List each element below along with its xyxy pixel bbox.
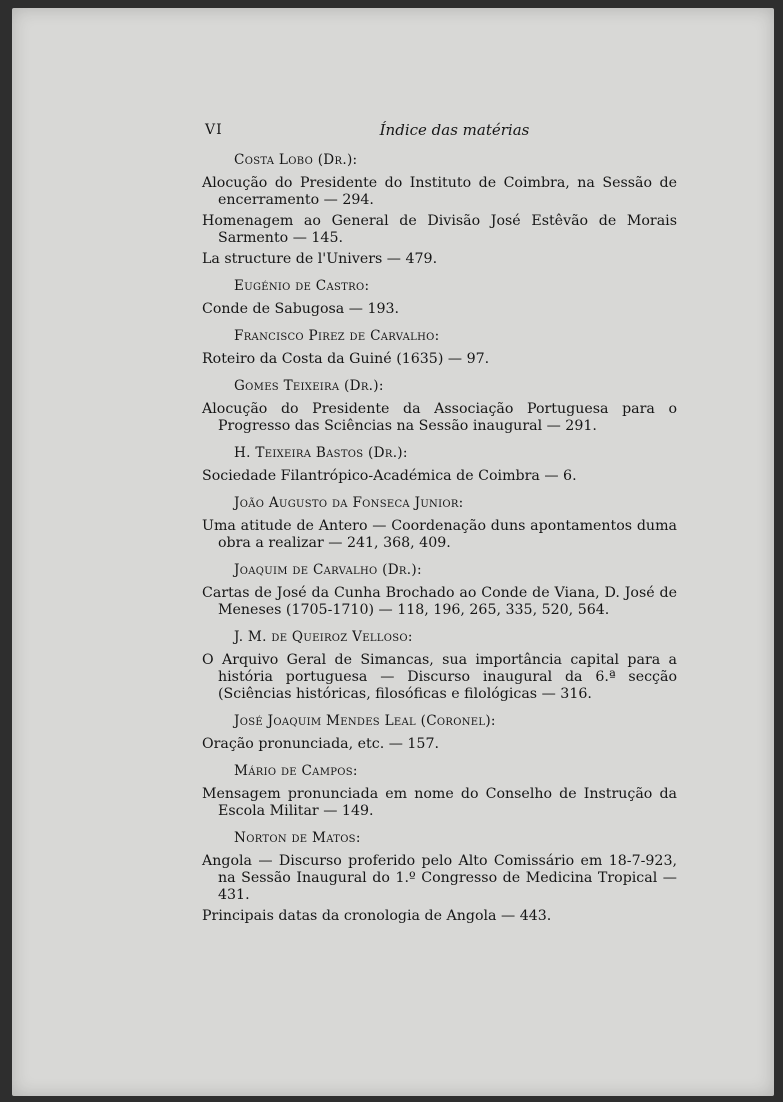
author-index-list (202, 152, 677, 925)
index-entry: Cartas de José da Cunha Brochado ao Conde de Viana, D. José de Meneses (1705-1710) — 118, 196, 265, 335, 520, 564. (202, 585, 677, 618)
book-page (12, 8, 774, 1096)
author-entries (202, 652, 677, 703)
author-heading: H. Teixeira Bastos (Dr.): (234, 445, 408, 461)
index-entry: Alocução do Presidente da Associação Portuguesa para o Progresso das Sciências na Sessão inaugural — 291. (202, 401, 677, 434)
author-heading: Norton de Matos: (234, 830, 361, 846)
author-heading: Gomes Teixeira (Dr.): (234, 378, 384, 394)
index-entry: Sociedade Filantrópico-Académica de Coimbra — 6. (202, 468, 577, 484)
index-entry: Oração pronunciada, etc. — 157. (202, 736, 439, 752)
author-entries (202, 786, 677, 820)
author-heading: Eugénio de Castro: (234, 278, 370, 294)
author-heading: J. M. de Queiroz Velloso: (234, 629, 413, 645)
author-heading: Joaquim de Carvalho (Dr.): (234, 562, 422, 578)
running-title: Índice das matérias (379, 121, 530, 139)
author-entries (202, 468, 677, 485)
author-entries (202, 351, 677, 368)
index-entry: Alocução do Presidente do Instituto de Coimbra, na Sessão de encerramento — 294. (202, 175, 677, 208)
index-entry: Homenagem ao General de Divisão José Estêvão de Morais Sarmento — 145. (202, 213, 677, 246)
index-content (202, 112, 677, 935)
author-heading: Costa Lobo (Dr.): (234, 152, 358, 168)
index-entry: La structure de l'Univers — 479. (202, 251, 438, 267)
index-entry: Mensagem pronunciada em nome do Conselho de Instrução da Escola Militar — 149. (202, 786, 677, 819)
author-entries (202, 301, 677, 318)
page-header (202, 116, 677, 138)
author-entries (202, 585, 677, 619)
page-number: VI (205, 122, 223, 138)
author-entries (202, 175, 677, 268)
author-entries (202, 736, 677, 753)
index-entry: Roteiro da Costa da Guiné (1635) — 97. (202, 351, 490, 367)
index-entry: Angola — Discurso proferido pelo Alto Comissário em 18-7-923, na Sessão Inaugural do 1.º Congresso de Medicina Tropical — 431. (202, 853, 677, 903)
author-entries (202, 518, 677, 552)
index-entry: Principais datas da cronologia de Angola — 443. (202, 908, 552, 924)
index-entry: Uma atitude de Antero — Coordenação duns apontamentos duma obra a realizar — 241, 368, 409. (202, 518, 677, 551)
author-entries (202, 401, 677, 435)
author-heading: João Augusto da Fonseca Junior: (234, 495, 464, 511)
index-entry: O Arquivo Geral de Simancas, sua importância capital para a história portuguesa — Discurso inaugural da 6.ª secção (Sciências históricas, filosóficas e filológicas — 316. (202, 652, 677, 702)
author-entries (202, 853, 677, 925)
author-heading: José Joaquim Mendes Leal (Coronel): (234, 713, 496, 729)
author-heading: Francisco Pirez de Carvalho: (234, 328, 440, 344)
index-entry: Conde de Sabugosa — 193. (202, 301, 400, 317)
author-heading: Mário de Campos: (234, 763, 358, 779)
